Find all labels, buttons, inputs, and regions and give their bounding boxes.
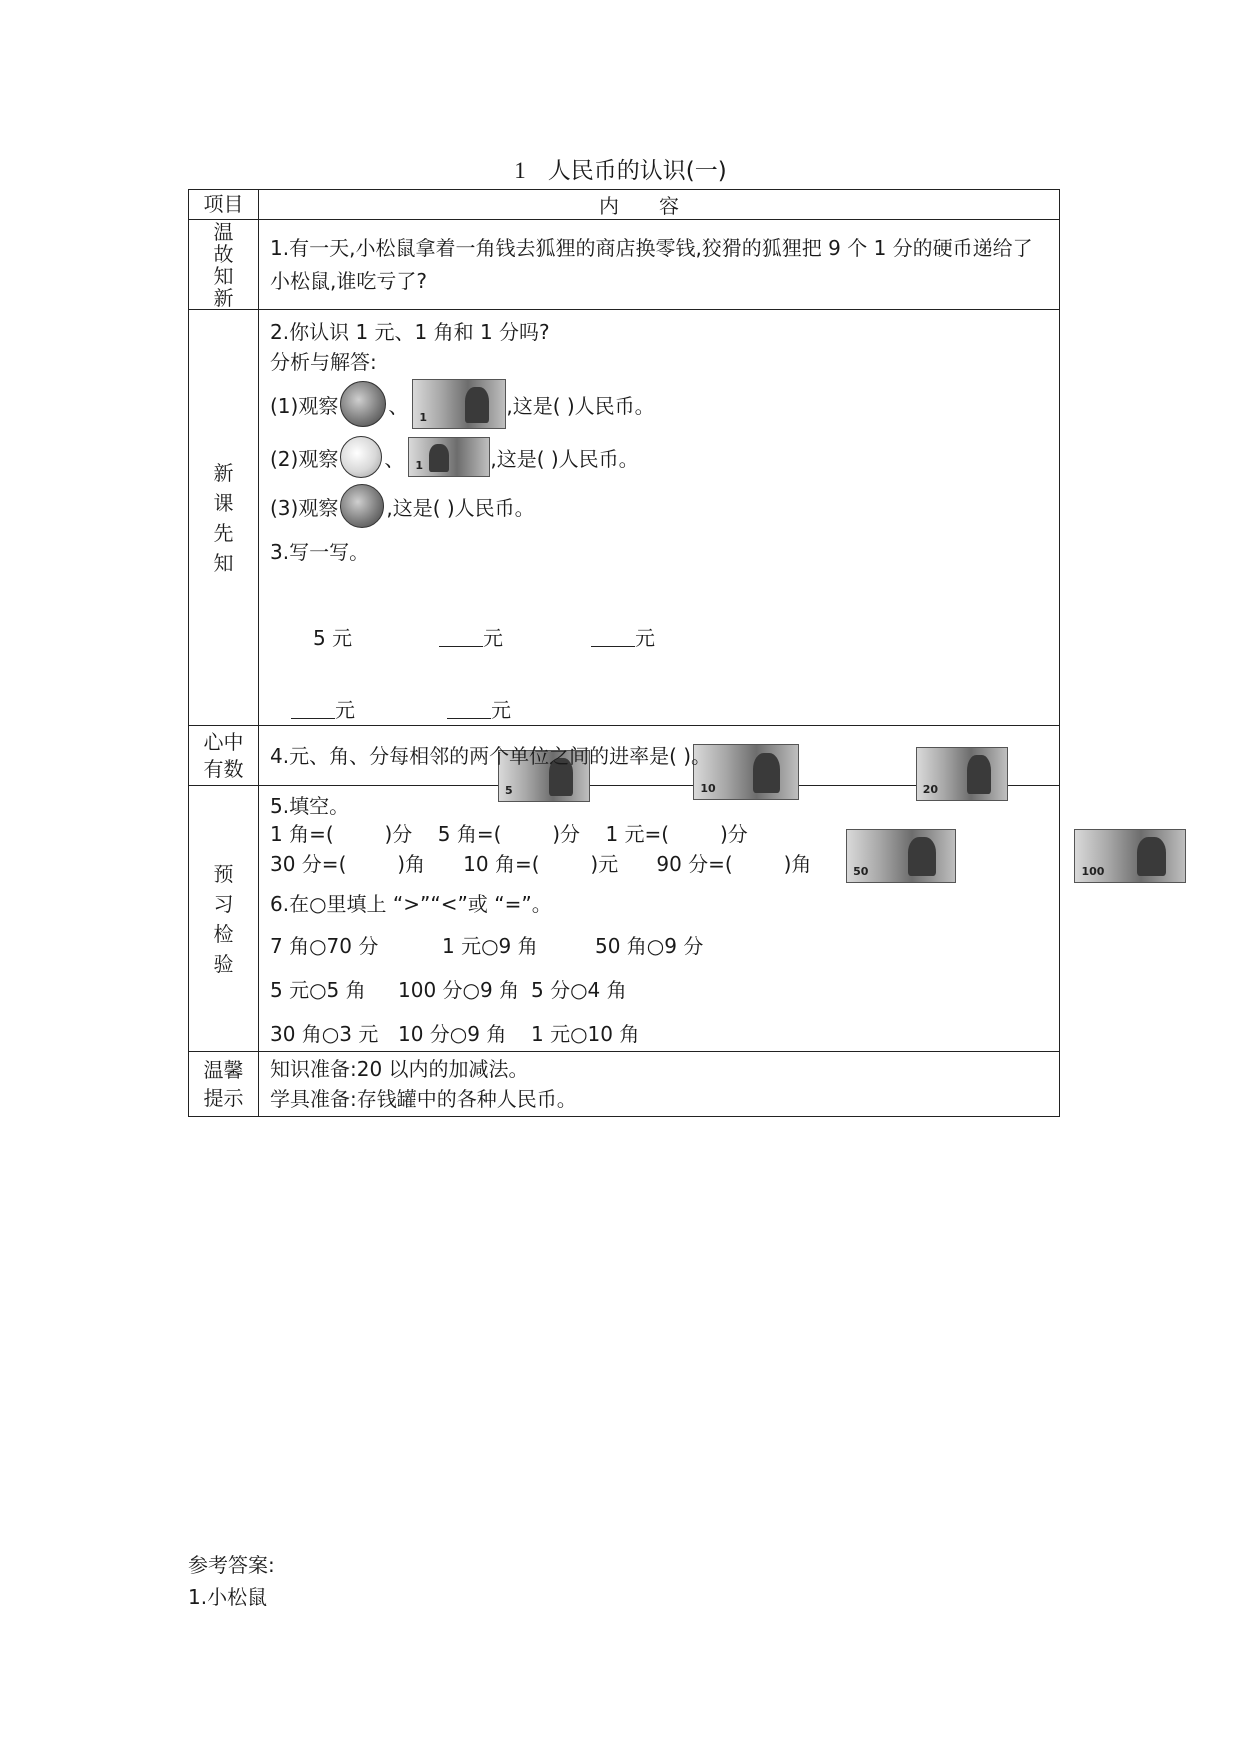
banknote-100-yuan-image: 100 bbox=[1074, 829, 1186, 883]
label-review: 温故知新 bbox=[189, 220, 259, 310]
analysis-label: 分析与解答: bbox=[270, 350, 377, 374]
title-text: 人民币的认识(一) bbox=[547, 158, 727, 184]
content-check bbox=[259, 786, 1060, 1052]
compare-3-3: 1 元○10 角 bbox=[531, 1022, 640, 1046]
row-mind bbox=[189, 726, 1060, 786]
observe-1: (1)观察 、 1 ,这是( )人民币。 bbox=[270, 372, 655, 436]
compare-1-1: 7 角○70 分 bbox=[270, 934, 379, 958]
question-6: 6.在○里填上 “>”“<”或 “=”。 bbox=[270, 892, 552, 916]
header-content: 内容 bbox=[259, 190, 1060, 220]
page-title bbox=[0, 154, 1241, 188]
banknote-10-yuan-image: 10 bbox=[693, 744, 799, 800]
question-4: 4.元、角、分每相邻的两个单位之间的进率是( )。 bbox=[270, 743, 712, 768]
write-answer-5: 5 元 bbox=[313, 626, 353, 650]
banknote-1-jiao-image: 1 bbox=[408, 437, 490, 477]
fill-line-1: 1 角=( )分 5 角=( )分 1 元=( )分 bbox=[270, 822, 748, 846]
row-check bbox=[189, 786, 1060, 1052]
compare-3-2: 10 分○9 角 bbox=[398, 1022, 507, 1046]
header-row bbox=[189, 190, 1060, 220]
write-blank-10: 元 bbox=[439, 622, 503, 651]
compare-1-2: 1 元○9 角 bbox=[442, 934, 538, 958]
label-tips: 温馨提示 bbox=[189, 1052, 259, 1117]
coin-1-fen-image bbox=[340, 484, 384, 528]
compare-3-1: 30 角○3 元 bbox=[270, 1022, 379, 1046]
observe-3: (3)观察 ,这是( )人民币。 bbox=[270, 480, 535, 532]
row-review bbox=[189, 220, 1060, 310]
banknote-1-yuan-image: 1 bbox=[412, 379, 506, 429]
label-mind: 心中有数 bbox=[189, 726, 259, 786]
fill-line-2: 30 分=( )角 10 角=( )元 90 分=( )角 bbox=[270, 852, 812, 876]
answer-1: 1.小松鼠 bbox=[188, 1585, 268, 1609]
tips-line-2: 学具准备:存钱罐中的各种人民币。 bbox=[270, 1087, 577, 1111]
coin-1-jiao-image bbox=[340, 436, 382, 478]
compare-2-3: 5 分○4 角 bbox=[531, 978, 627, 1002]
row-tips bbox=[189, 1052, 1060, 1117]
compare-1-3: 50 角○9 分 bbox=[595, 934, 704, 958]
question-5: 5.填空。 bbox=[270, 794, 350, 818]
write-blank-50: 元 bbox=[291, 694, 355, 723]
label-preview: 新课先知 bbox=[189, 310, 259, 726]
question-1: 1.有一天,小松鼠拿着一角钱去狐狸的商店换零钱,狡猾的狐狸把 9 个 1 分的硬币递给了小松鼠,谁吃亏了? bbox=[270, 235, 1033, 293]
content-mind bbox=[259, 726, 1060, 786]
write-blank-20: 元 bbox=[591, 622, 655, 651]
answer-heading: 参考答案: bbox=[188, 1553, 275, 1577]
banknote-50-yuan-image: 50 bbox=[846, 829, 956, 883]
question-2: 2.你认识 1 元、1 角和 1 分吗? bbox=[270, 320, 550, 344]
question-3: 3.写一写。 bbox=[270, 540, 370, 564]
content-tips bbox=[259, 1052, 1060, 1117]
banknote-20-yuan-image: 20 bbox=[916, 747, 1008, 801]
content-review bbox=[259, 220, 1060, 310]
observe-2: (2)观察 、 1 ,这是( )人民币。 bbox=[270, 432, 639, 482]
title-number: 1 bbox=[514, 158, 526, 183]
worksheet-table bbox=[188, 189, 1105, 1117]
compare-2-2: 100 分○9 角 bbox=[398, 978, 520, 1002]
header-item: 项目 bbox=[189, 190, 259, 220]
row-preview bbox=[189, 310, 1060, 726]
banknote-5-yuan-image: 5 bbox=[498, 750, 590, 802]
coin-1-yuan-image bbox=[340, 381, 386, 427]
tips-line-1: 知识准备:20 以内的加减法。 bbox=[270, 1057, 529, 1081]
label-check: 预习检验 bbox=[189, 786, 259, 1052]
compare-2-1: 5 元○5 角 bbox=[270, 978, 366, 1002]
write-blank-100: 元 bbox=[447, 694, 511, 723]
answer-section bbox=[188, 1549, 275, 1613]
